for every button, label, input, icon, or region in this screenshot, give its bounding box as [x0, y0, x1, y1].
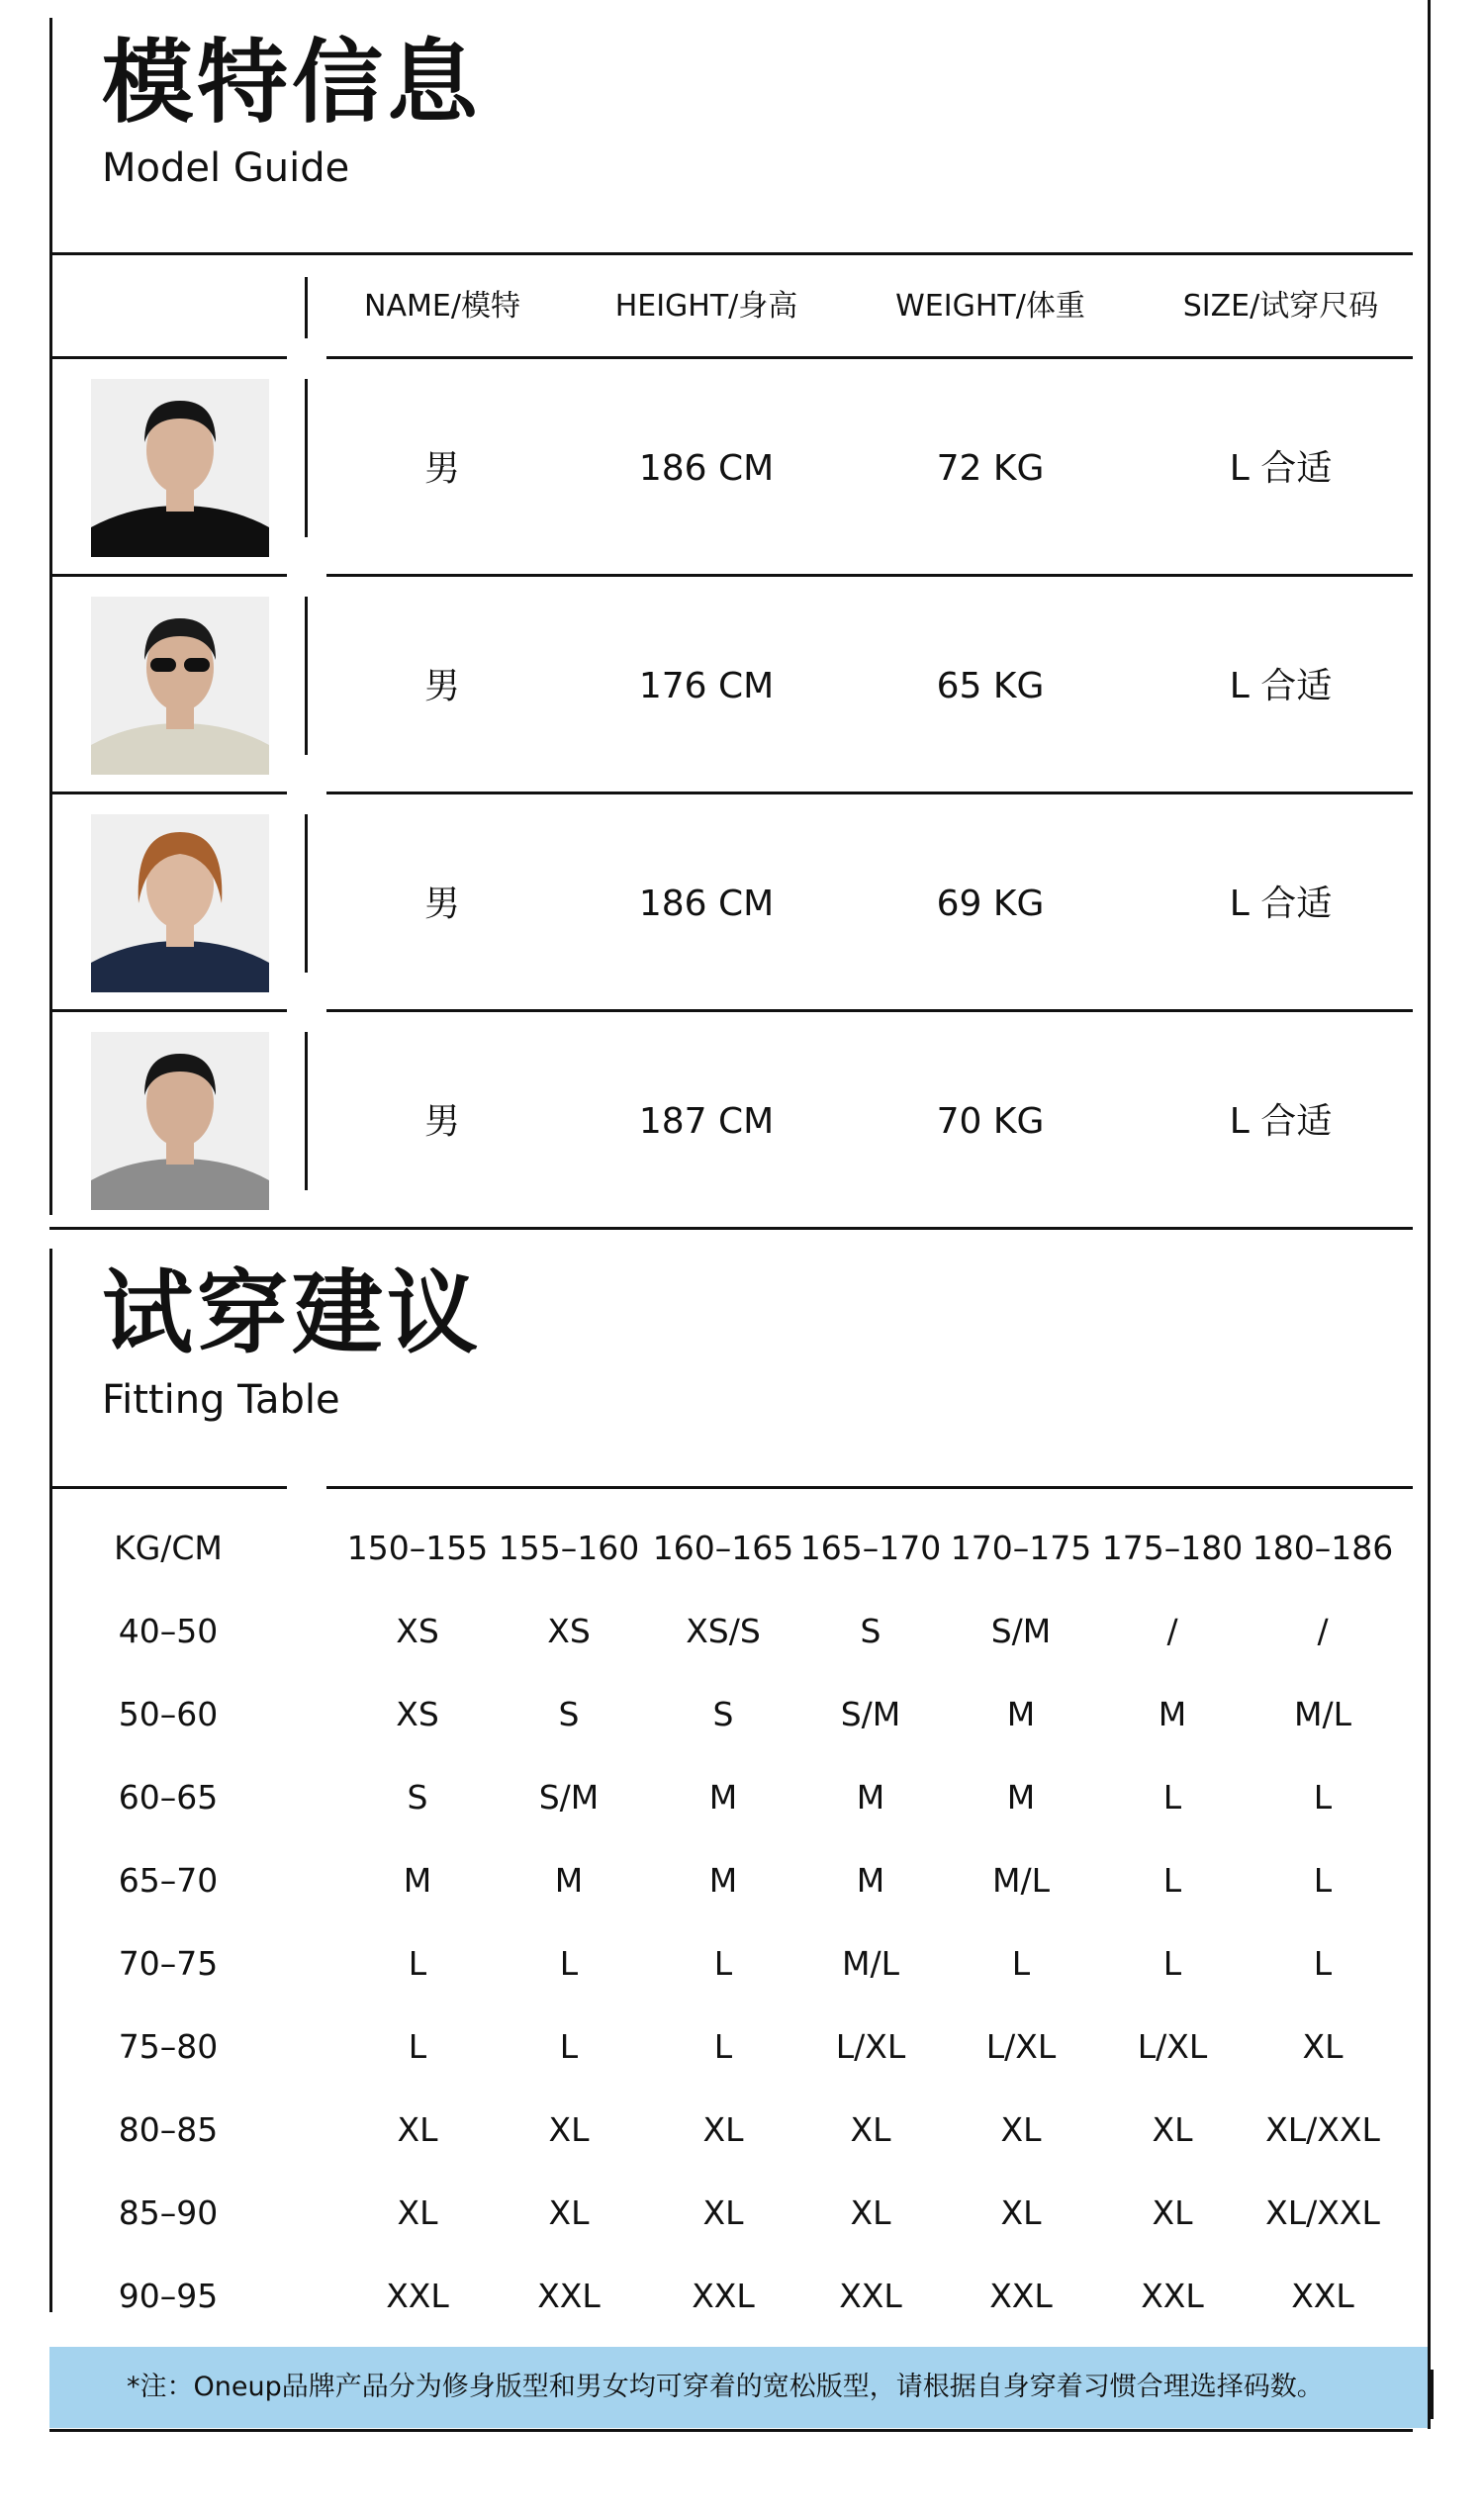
note-bar [49, 2347, 1428, 2428]
column-header: 150–155 [346, 1529, 489, 1567]
model-photo-3-icon [91, 814, 269, 992]
model-size: L 合适 [1229, 448, 1333, 489]
size-cell: XL [548, 2110, 590, 2149]
size-cell: S [558, 1695, 580, 1733]
size-cell: XS/S [686, 1612, 761, 1650]
size-cell: L [408, 2027, 427, 2066]
size-cell: XL [1152, 2193, 1193, 2232]
column-divider [305, 814, 308, 973]
size-cell: L/XL [835, 2027, 906, 2066]
size-cell: XS [547, 1612, 591, 1650]
model-name: 男 [423, 1101, 460, 1142]
model-name: 男 [423, 884, 460, 924]
header-size: SIZE/试穿尺码 [1182, 289, 1379, 324]
size-cell: L [408, 1944, 427, 1983]
size-cell: L [1011, 1944, 1031, 1983]
size-cell: XL [397, 2110, 438, 2149]
size-cell: M [708, 1861, 738, 1900]
size-cell: L [1162, 1944, 1182, 1983]
column-divider [305, 1032, 308, 1190]
row-header: 90–95 [118, 2277, 219, 2315]
model-weight: 65 KG [936, 666, 1045, 706]
size-cell: M [1006, 1778, 1036, 1817]
size-cell: L [713, 2027, 733, 2066]
size-cell: XXL [692, 2277, 755, 2315]
model-weight: 69 KG [936, 884, 1045, 924]
size-cell: M [856, 1778, 885, 1817]
header-height: HEIGHT/身高 [614, 289, 798, 324]
divider [49, 356, 287, 359]
model-guide-title-en: Model Guide [102, 145, 350, 191]
size-cell: S/M [990, 1612, 1052, 1650]
fitting-title-cn: 试穿建议 [102, 1260, 483, 1366]
model-height: 186 CM [638, 884, 775, 924]
model-photo [91, 1032, 269, 1210]
column-divider [305, 277, 308, 338]
column-divider [305, 379, 308, 537]
model-photo [91, 597, 269, 775]
header-weight: WEIGHT/体重 [895, 289, 1085, 324]
row-header: 70–75 [118, 1944, 219, 1983]
row-header: 40–50 [118, 1612, 219, 1650]
column-header: 165–170 [799, 1529, 942, 1567]
frame-left-bottom [49, 1249, 52, 2312]
size-cell: XL [1000, 2110, 1042, 2149]
row-header: 50–60 [118, 1695, 219, 1733]
size-cell: / [1317, 1612, 1329, 1650]
size-cell: XL [1302, 2027, 1344, 2066]
size-cell: XL [702, 2110, 744, 2149]
size-cell: L [559, 2027, 579, 2066]
model-guide-title-cn: 模特信息 [102, 30, 483, 136]
divider [49, 574, 287, 577]
size-cell: XL [850, 2110, 891, 2149]
size-cell: L [1313, 1861, 1333, 1900]
size-cell: M/L [992, 1861, 1050, 1900]
size-cell: XXL [839, 2277, 902, 2315]
row-header: 85–90 [118, 2193, 219, 2232]
fitting-title-en: Fitting Table [102, 1377, 340, 1423]
model-photo-2-icon [91, 597, 269, 775]
row-header: 60–65 [118, 1778, 219, 1817]
size-cell: XL [1152, 2110, 1193, 2149]
size-cell: / [1166, 1612, 1178, 1650]
size-cell: XXL [386, 2277, 449, 2315]
divider [326, 792, 1413, 794]
divider [49, 1009, 287, 1012]
size-cell: S [407, 1778, 428, 1817]
row-header: 65–70 [118, 1861, 219, 1900]
size-cell: XL [548, 2193, 590, 2232]
model-weight: 70 KG [936, 1101, 1045, 1142]
size-cell: M [1006, 1695, 1036, 1733]
model-photo-1-icon [91, 379, 269, 557]
divider [49, 2429, 1413, 2432]
divider [326, 356, 1413, 359]
size-cell: XXL [537, 2277, 601, 2315]
size-cell: M [856, 1861, 885, 1900]
size-cell: XL/XXL [1265, 2110, 1380, 2149]
divider [326, 574, 1413, 577]
size-cell: S/M [840, 1695, 901, 1733]
size-cell: L [559, 1944, 579, 1983]
size-cell: S/M [538, 1778, 600, 1817]
size-cell: XXL [1141, 2277, 1204, 2315]
note-text: *注：Oneup品牌产品分为修身版型和男女均可穿着的宽松版型，请根据自身穿着习惯合理选择码数。 [127, 2372, 1324, 2402]
column-header: 180–186 [1252, 1529, 1394, 1567]
size-cell: M/L [842, 1944, 899, 1983]
size-cell: XL [850, 2193, 891, 2232]
size-cell: L [1162, 1861, 1182, 1900]
size-cell: L [1313, 1944, 1333, 1983]
frame-right-tail [1431, 2370, 1434, 2419]
model-photo-4-icon [91, 1032, 269, 1210]
model-weight: 72 KG [936, 448, 1045, 489]
size-cell: L [1313, 1778, 1333, 1817]
size-cell: XL [397, 2193, 438, 2232]
size-cell: S [860, 1612, 881, 1650]
header-name: NAME/模特 [364, 289, 520, 324]
size-cell: L/XL [985, 2027, 1057, 2066]
size-cell: XS [396, 1695, 439, 1733]
model-photo [91, 379, 269, 557]
size-cell: XXL [1291, 2277, 1354, 2315]
divider [49, 1227, 1413, 1230]
column-header: 170–175 [950, 1529, 1092, 1567]
column-divider [305, 597, 308, 755]
size-cell: M/L [1294, 1695, 1351, 1733]
size-cell: XXL [989, 2277, 1053, 2315]
row-header: 80–85 [118, 2110, 219, 2149]
divider [49, 792, 287, 794]
size-cell: L [713, 1944, 733, 1983]
size-cell: L [1162, 1778, 1182, 1817]
model-name: 男 [423, 448, 460, 489]
size-cell: M [403, 1861, 432, 1900]
column-header: 155–160 [498, 1529, 640, 1567]
model-photo [91, 814, 269, 992]
model-name: 男 [423, 666, 460, 706]
size-cell: XL [1000, 2193, 1042, 2232]
model-height: 176 CM [638, 666, 775, 706]
frame-right [1428, 0, 1431, 2429]
size-cell: XS [396, 1612, 439, 1650]
size-cell: L/XL [1137, 2027, 1208, 2066]
table-corner-label: KG/CM [114, 1529, 223, 1567]
column-header: 175–180 [1101, 1529, 1244, 1567]
divider [326, 1486, 1413, 1489]
divider [326, 1009, 1413, 1012]
model-size: L 合适 [1229, 884, 1333, 924]
model-size: L 合适 [1229, 666, 1333, 706]
row-header: 75–80 [118, 2027, 219, 2066]
size-cell: M [554, 1861, 584, 1900]
model-size: L 合适 [1229, 1101, 1333, 1142]
size-cell: M [1158, 1695, 1187, 1733]
size-cell: XL/XXL [1265, 2193, 1380, 2232]
divider [49, 1486, 287, 1489]
divider [49, 252, 1413, 255]
frame-left-top [49, 18, 52, 1215]
model-height: 186 CM [638, 448, 775, 489]
column-header: 160–165 [652, 1529, 794, 1567]
size-cell: XL [702, 2193, 744, 2232]
size-cell: S [712, 1695, 734, 1733]
size-cell: M [708, 1778, 738, 1817]
model-height: 187 CM [638, 1101, 775, 1142]
